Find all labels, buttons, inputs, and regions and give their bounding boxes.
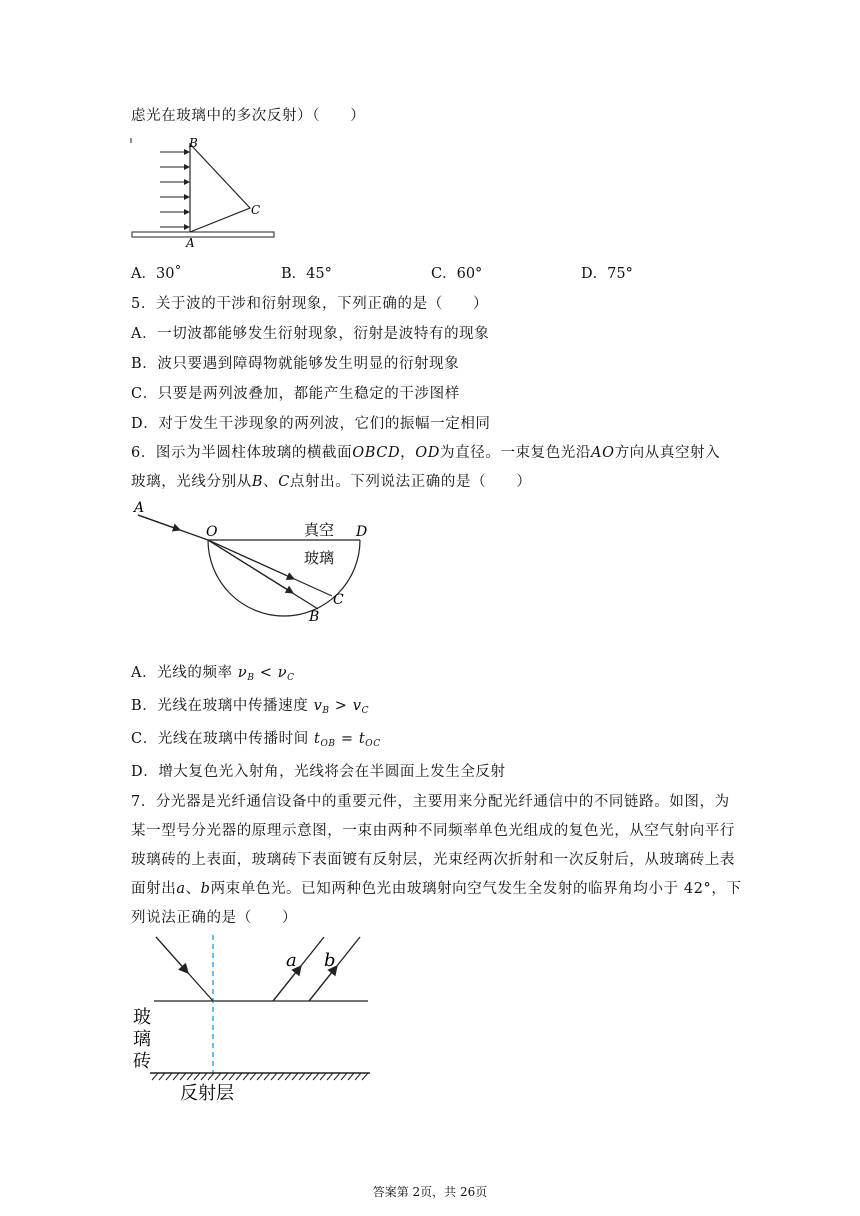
q5-option-a[interactable]: A．一切波都能够发生衍射现象，衍射是波特有的现象 <box>131 326 490 342</box>
q4-label-a: A <box>186 236 195 250</box>
q7-stem-line-4: 面射出a、b两束单色光。已知两种色光由玻璃射向空气发生全发射的临界角均小于 42°，下 <box>131 881 742 897</box>
q5-option-b[interactable]: B．波只要遇到障碍物就能够发生明显的衍射现象 <box>131 356 460 372</box>
option-text: 60° <box>456 266 483 282</box>
q4-prism-figure <box>128 136 288 250</box>
q7-label-glass-2: 璃 <box>133 1029 151 1050</box>
q7-label-glass-3: 砖 <box>133 1051 151 1072</box>
q7-label-b: b <box>324 950 336 971</box>
q7-label-a: a <box>286 950 297 971</box>
q6-option-c[interactable]: C．光线在玻璃中传播时间 $t_{OB} = t_{OC}$ <box>131 731 381 749</box>
page-footer: 答案第 2页，共 26页 <box>372 1185 488 1199</box>
q7-stem-line-3: 玻璃砖的上表面，玻璃砖下表面镀有反射层，光束经两次折射和一次反射后，从玻璃砖上表 <box>131 852 735 868</box>
q6-option-d[interactable]: D．增大复色光入射角，光线将会在半圆面上发生全反射 <box>131 764 506 780</box>
q4-label-b: B <box>189 136 198 150</box>
option-text: 45° <box>306 266 332 282</box>
q5-option-d[interactable]: D．对于发生干涉现象的两列波，它们的振幅一定相同 <box>131 416 491 432</box>
q6-label-d: D <box>356 524 368 540</box>
q6-semicircle-figure <box>128 497 378 627</box>
q4-option-d[interactable] <box>581 262 633 283</box>
option-letter: B． <box>281 266 307 282</box>
q6-label-vacuum: 真空 <box>304 521 335 539</box>
q4-option-c[interactable] <box>431 262 482 283</box>
q7-stem-line-5: 列说法正确的是（ ） <box>131 910 298 926</box>
option-text: 75° <box>607 266 633 282</box>
q5-stem: 5．关于波的干涉和衍射现象，下列正确的是（ ） <box>131 296 489 312</box>
q7-label-glass-1: 玻 <box>133 1007 151 1028</box>
q6-stem-line-2: 玻璃，光线分别从B、C点射出。下列说法正确的是（ ） <box>131 474 532 490</box>
q7-label-reflect-layer: 反射层 <box>180 1083 234 1104</box>
q4-option-a[interactable] <box>131 262 182 283</box>
q4-option-b[interactable] <box>281 262 332 283</box>
q6-option-b[interactable]: B．光线在玻璃中传播速度 $v_B > v_C$ <box>131 698 370 716</box>
q5-option-c[interactable]: C．只要是两列波叠加，都能产生稳定的干涉图样 <box>131 386 460 402</box>
q6-label-o: O <box>206 524 218 540</box>
option-text: 30˚ <box>155 266 182 282</box>
option-letter: D． <box>581 266 608 282</box>
q6-label-c: C <box>333 592 344 608</box>
q6-label-a: A <box>134 500 145 516</box>
q6-label-b: B <box>309 609 320 625</box>
option-letter: C． <box>431 266 457 282</box>
option-letter: A． <box>131 266 156 282</box>
q6-stem-line-1: 6．图示为半圆柱体玻璃的横截面OBCD，OD为直径。一束复色光沿AO方向从真空射入 <box>131 445 721 461</box>
q4-stem-continuation: 虑光在玻璃中的多次反射）（ ） <box>131 108 366 124</box>
q7-splitter-figure <box>128 933 378 1108</box>
q6-label-glass: 玻璃 <box>304 549 335 567</box>
q4-label-c: C <box>251 203 261 217</box>
q7-stem-line-1: 7．分光器是光纤通信设备中的重要元件，主要用来分配光纤通信中的不同链路。如图，为 <box>131 794 730 810</box>
q6-option-a[interactable]: A．光线的频率 $\nu_B < \nu_C$ <box>131 665 295 683</box>
q7-stem-line-2: 某一型号分光器的原理示意图，一束由两种不同频率单色光组成的复色光，从空气射向平行 <box>131 823 735 839</box>
